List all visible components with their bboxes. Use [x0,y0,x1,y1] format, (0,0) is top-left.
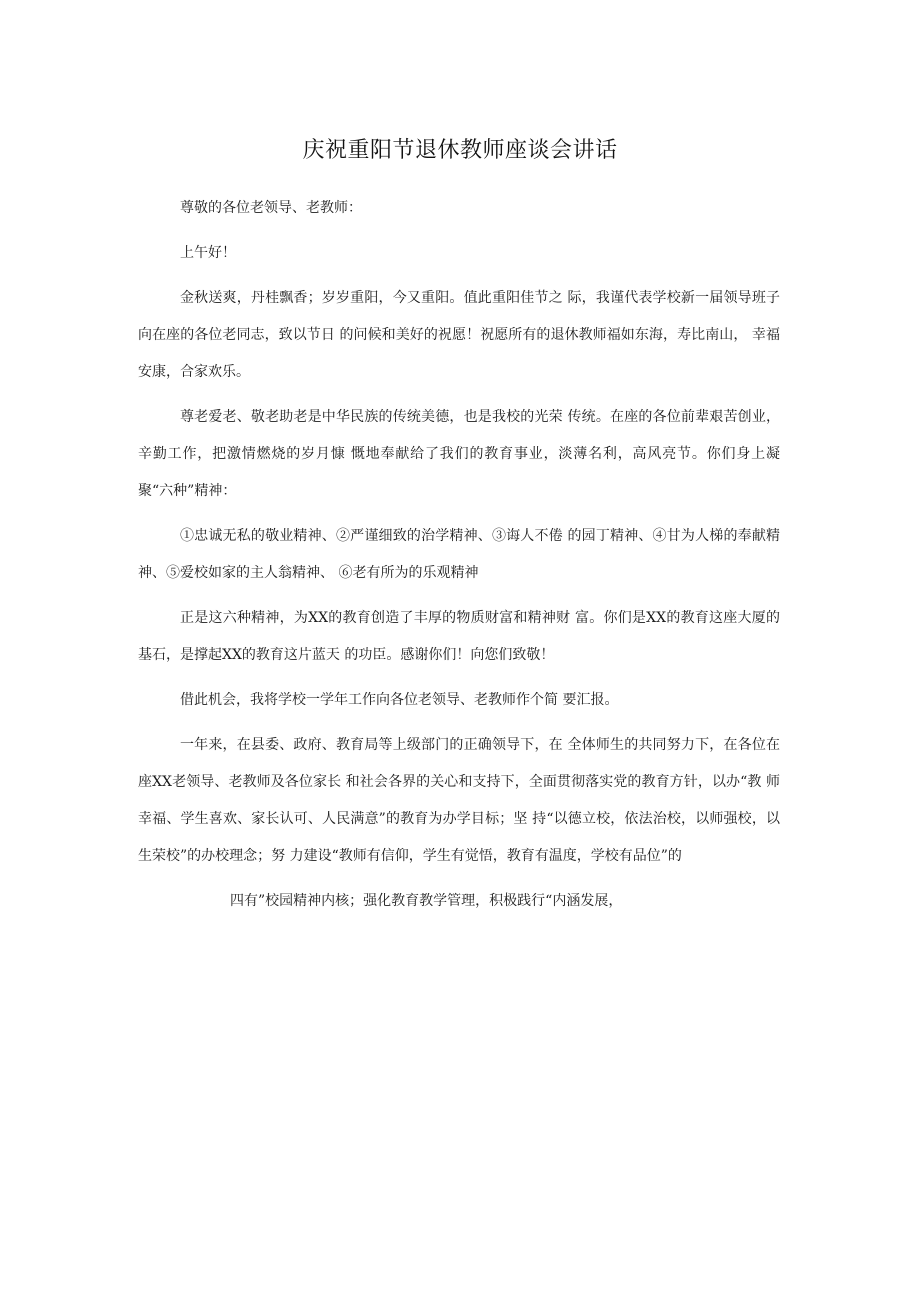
paragraph-six-spirits: ①忠诚无私的敬业精神、②严谨细致的治学精神、③诲人不倦 的园丁精神、④甘为人梯的奉献精神、⑤爱校如家的主人翁精神、 ⑥老有所为的乐观精神 [138,528,780,581]
paragraph-year-review: 一年来，在县委、政府、教育局等上级部门的正确领导下，在 全体师生的共同努力下，在各位在座XX老领导、老教师及各位家长 和社会各界的关心和支持下，全面贯彻落实党的教育方针，以办“教 师幸福、学生喜欢、家长认可、人民满意”的教育为办学目标；坚 持“以德立校，依法治校，以师强校，以生荣校”的办校理念；努 力建设“教师有信仰，学生有觉悟，教育有温度，学校有品位”的 [138,737,780,864]
salutation: 尊敬的各位老领导、老教师： [180,200,362,216]
paragraph-autumn-greeting: 金秋送爽，丹桂飘香；岁岁重阳，今又重阳。值此重阳佳节之 际，我谨代表学校新一届领导班子向在座的各位老同志，致以节日 的问候和美好的祝愿！祝愿所有的退休教师福如东海，寿比南山， 幸福安康，合家欢乐。 [138,290,780,380]
document-title: 庆祝重阳节退休教师座谈会讲话 [302,138,618,163]
paragraph-foundation: 正是这六种精神，为XX的教育创造了丰厚的物质财富和精神财 富。你们是XX的教育这座大厦的基石，是撑起XX的教育这片蓝天 的功臣。感谢你们！向您们致敬！ [138,610,780,663]
paragraph-report-intro: 借此机会，我将学校一学年工作向各位老领导、老教师作个简 要汇报。 [180,692,619,708]
paragraph-continuation: 四有”校园精神内核；强化教育教学管理，积极践行“内涵发展， [230,893,623,909]
paragraph-respect-elders: 尊老爱老、敬老助老是中华民族的传统美德，也是我校的光荣 传统。在座的各位前辈艰苦创业，辛勤工作，把激情燃烧的岁月慷 慨地奉献给了我们的教育事业，淡薄名利，高风亮节。你们身上凝 聚“六种”精神： [138,409,780,499]
document-body [138,190,780,920]
greeting: 上午好！ [180,245,236,261]
